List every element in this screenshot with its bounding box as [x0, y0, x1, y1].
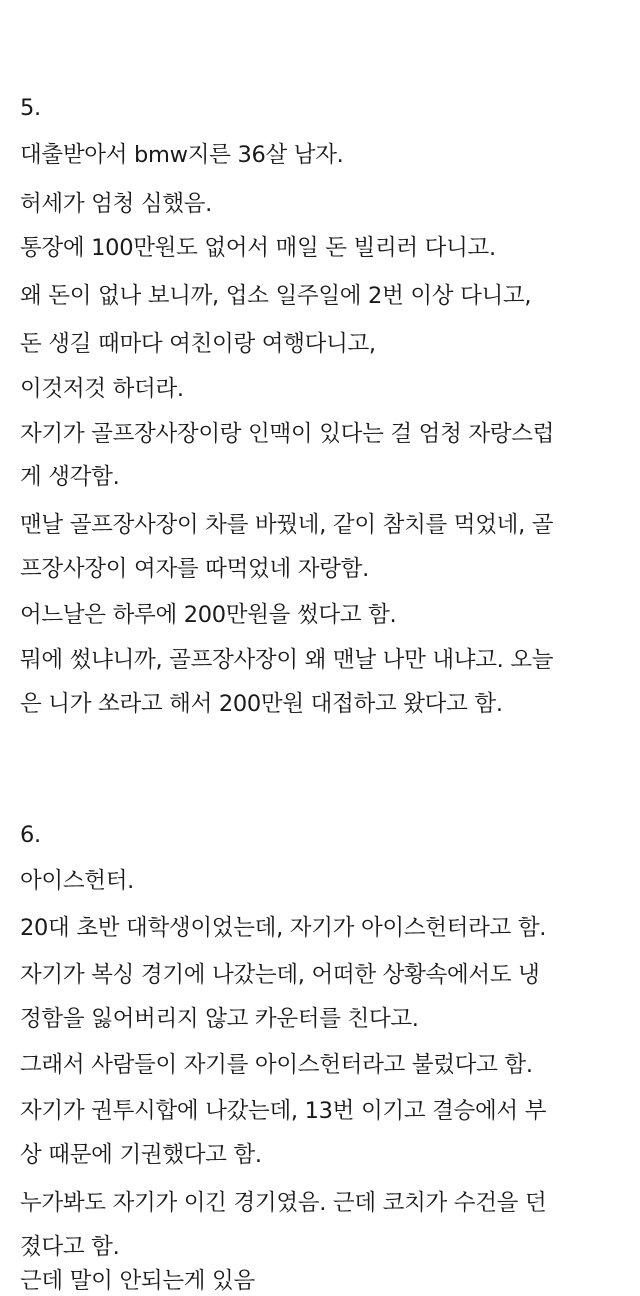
text-line: 통장에 100만원도 없어서 매일 돈 빌리러 다니고. — [20, 235, 496, 261]
text-line: 자기가 복싱 경기에 나갔는데, 어떠한 상황속에서도 냉 — [20, 962, 540, 988]
text-line: 맨날 골프장사장이 차를 바꿨네, 같이 참치를 먹었네, 골 — [20, 512, 554, 538]
section-number: 6. — [20, 822, 41, 848]
text-line: 20대 초반 대학생이었는데, 자기가 아이스헌터라고 함. — [20, 915, 547, 941]
text-line: 자기가 골프장사장이랑 인맥이 있다는 걸 엄청 자랑스럽 — [20, 421, 555, 447]
text-line: 허세가 엄청 심했음. — [20, 191, 213, 217]
text-line: 졌다고 함. — [20, 1234, 120, 1260]
text-line: 돈 생길 때마다 여친이랑 여행다니고, — [20, 331, 376, 357]
text-line: 정함을 잃어버리지 않고 카운터를 친다고. — [20, 1006, 419, 1032]
section-number: 5. — [20, 95, 41, 121]
text-line: 프장사장이 여자를 따먹었네 자랑함. — [20, 556, 369, 582]
text-line: 게 생각함. — [20, 464, 120, 490]
text-line: 근데 말이 안되는게 있음 — [20, 1268, 255, 1294]
text-line: 왜 돈이 없나 보니까, 업소 일주일에 2번 이상 다니고, — [20, 283, 532, 309]
text-line: 상 때문에 기권했다고 함. — [20, 1142, 262, 1168]
text-line: 어느날은 하루에 200만원을 썼다고 함. — [20, 602, 397, 628]
text-line: 누가봐도 자기가 이긴 경기였음. 근데 코치가 수건을 던 — [20, 1190, 547, 1216]
text-line: 이것저것 하더라. — [20, 376, 184, 402]
text-line: 그래서 사람들이 자기를 아이스헌터라고 불렀다고 함. — [20, 1052, 533, 1078]
text-line: 대출받아서 bmw지른 36살 남자. — [20, 142, 344, 168]
text-line: 자기가 권투시합에 나갔는데, 13번 이기고 결승에서 부 — [20, 1098, 547, 1124]
text-line: 뭐에 썼냐니까, 골프장사장이 왜 맨날 나만 내냐고. 오늘 — [20, 647, 554, 673]
text-line: 아이스헌터. — [20, 868, 135, 894]
text-line: 은 니가 쏘라고 해서 200만원 대접하고 왔다고 함. — [20, 691, 503, 717]
